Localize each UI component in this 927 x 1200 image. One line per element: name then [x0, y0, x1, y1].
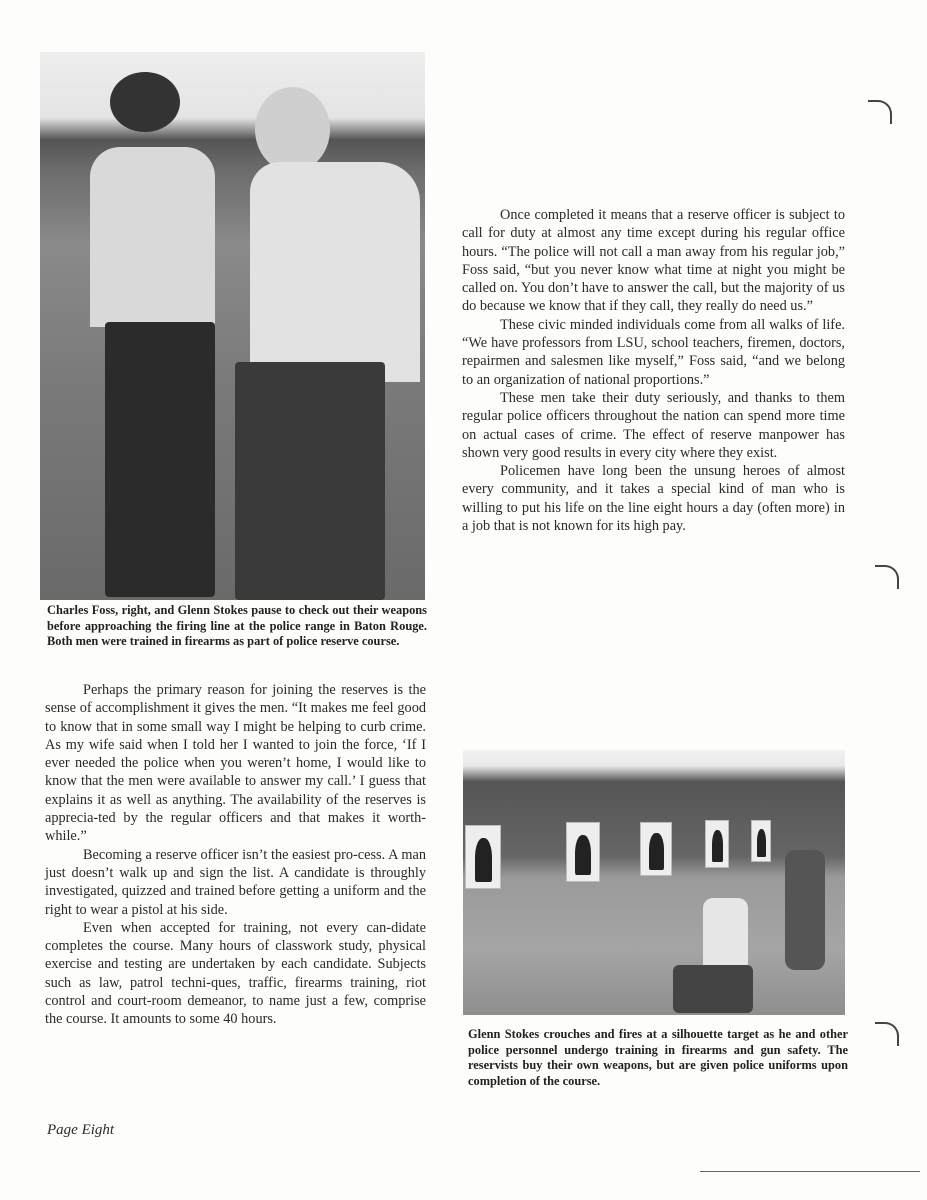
paragraph: Once completed it means that a reserve officer is subject to call for duty at almost any time except during his regular office hours. “The police will not call a man away from his regular job,” Foss said, “but you never know what time at night you might be called on. You don’t have to answer the call, but the majority of us do because we know that if they call, they really do need us.”	[462, 207, 845, 315]
margin-mark	[868, 100, 892, 124]
margin-mark	[875, 565, 899, 589]
photo1-caption: Charles Foss, right, and Glenn Stokes pause to check out their weapons before approaching the firing line at the police range in Baton Rouge. Both men were trained in firearms as part of police reserve course.	[47, 603, 427, 648]
paragraph: Perhaps the primary reason for joining the reserves is the sense of accomplishment it gives the men. “It makes me feel good to know that in some small way I might be helping to curb crime. As my wife said when I told her I wanted to join the force, ‘If I ever needed the police when you weren’t home, I would like to know that the men were available to answer my call.’ I guess that explains it as well as anything. The availability of the reserves is apprecia-ted by the regular officers and that makes it worth-while.”	[45, 682, 426, 845]
bottom-rule	[700, 1171, 920, 1172]
margin-mark	[875, 1022, 899, 1046]
left-column	[45, 681, 426, 1029]
photo2-caption: Glenn Stokes crouches and fires at a silhouette target as he and other police personnel undergo training in firearms and gun safety. The reservists buy their own weapons, but are given police uniforms upon completion of the course.	[468, 1027, 848, 1088]
photo-target-practice	[463, 750, 845, 1015]
paragraph: Policemen have long been the unsung heroes of almost every community, and it takes a special kind of man who is willing to put his life on the line eight hours a day (often more) in a job that is not known for its high pay.	[462, 463, 845, 535]
photo-two-men-with-pistols	[40, 52, 425, 600]
paragraph: Becoming a reserve officer isn’t the easiest pro-cess. A man just doesn’t walk up and sign the list. A candidate is throughly investigated, quizzed and trained before getting a uniform and the right to wear a pistol at his side.	[45, 846, 426, 918]
paragraph: These men take their duty seriously, and thanks to them regular police officers throughout the nation can spend more time on actual cases of crime. The effect of reserve manpower has shown very good results in every city where they exist.	[462, 389, 845, 461]
page-number: Page Eight	[47, 1122, 115, 1138]
right-column	[462, 206, 845, 535]
paragraph: These civic minded individuals come from all walks of life. “We have professors from LSU, school teachers, firemen, doctors, repairmen and salesmen like myself,” Foss said, “and we belong to an organization of national proportions.”	[462, 316, 845, 388]
paragraph: Even when accepted for training, not every can-didate completes the course. Many hours of classwork study, physical exercise and testing are undertaken by each candidate. Subjects such as law, patrol techni-ques, traffic, firearms training, riot control and court-room demeanor, to name just a few, comprise the course. It amounts to some 40 hours.	[45, 919, 426, 1028]
